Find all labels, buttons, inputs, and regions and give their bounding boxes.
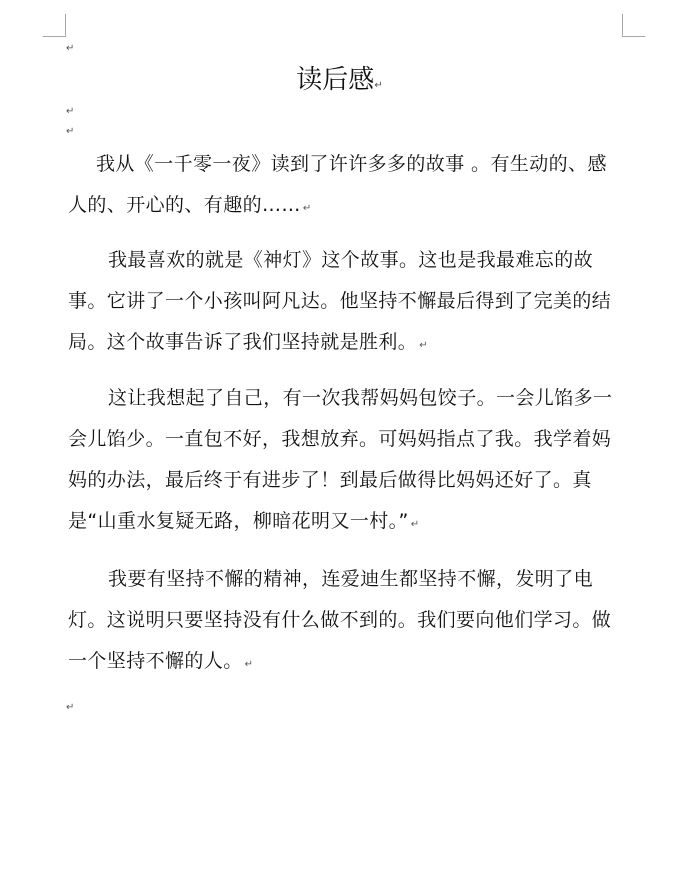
paragraph-mark: ↵ bbox=[244, 659, 253, 670]
paragraph-mark: ↵ bbox=[302, 203, 312, 214]
empty-paragraph-mark: ↵ bbox=[66, 106, 75, 117]
paragraph-mark: ↵ bbox=[419, 340, 428, 351]
document-title[interactable] bbox=[0, 62, 679, 104]
paragraph-mark: ↵ bbox=[374, 80, 383, 91]
paragraph-3-text: 这让我想起了自己，有一次我帮妈妈包饺子。一会儿馅多一会儿馅少。一直包不好，我想放弃。可妈妈指点了我。我学着妈妈的办法，最后终于有进步了！到最后做得比妈妈还好了。真是“山重水复疑无路，柳暗花明又一村。” bbox=[68, 387, 613, 532]
paragraph-2-text: 我最喜欢的就是《神灯》这个故事。这也是我最难忘的故事。它讲了一个小孩叫阿凡达。他坚持不懈最后得到了完美的结局。这个故事告诉了我们坚持就是胜利。 bbox=[68, 249, 612, 353]
empty-paragraph-mark: ↵ bbox=[66, 126, 75, 137]
paragraph-2[interactable] bbox=[68, 240, 624, 366]
empty-paragraph-mark: ↵ bbox=[66, 43, 75, 54]
paragraph-4-text: 我要有坚持不懈的精神，连爱迪生都坚持不懈，发明了电灯。这说明只要坚持没有什么做不到的。我们要向他们学习。做一个坚持不懈的人。 bbox=[68, 568, 612, 672]
paragraph-mark: ↵ bbox=[410, 519, 420, 530]
document-title-text: 读后感 bbox=[296, 65, 375, 95]
paragraph-4[interactable] bbox=[68, 559, 624, 685]
top-right-crop-mark bbox=[622, 14, 645, 37]
paragraph-1[interactable] bbox=[68, 144, 624, 229]
top-left-crop-mark bbox=[43, 14, 66, 37]
empty-paragraph-mark: ↵ bbox=[66, 702, 75, 713]
paragraph-1-text: 我从《一千零一夜》读到了许许多多的故事 。有生动的、感人的、开心的、有趣的…… bbox=[68, 153, 607, 216]
paragraph-3[interactable] bbox=[68, 378, 624, 545]
